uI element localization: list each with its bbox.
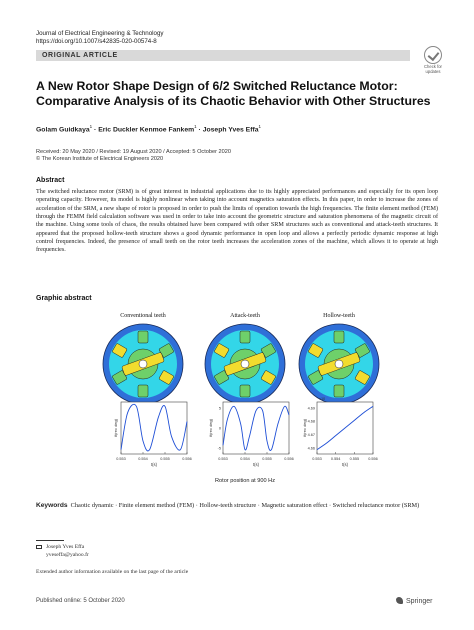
response-plot — [113, 402, 192, 467]
stator-pole — [138, 385, 148, 397]
rotor-shaft — [139, 360, 147, 368]
motor-cross-section — [103, 313, 183, 404]
x-tick-label: 0.553 — [218, 457, 228, 461]
response-plot — [208, 402, 294, 467]
author-affiliation: 1 — [258, 124, 262, 129]
author-affiliation: 1 — [194, 124, 197, 129]
journal-name: Journal of Electrical Engineering & Technology — [36, 30, 164, 37]
figure-caption: Rotor position at 900 Hz — [214, 478, 276, 484]
author-list — [36, 124, 261, 133]
x-tick-label: 0.553 — [116, 457, 126, 461]
copyright-line: © The Korean Institute of Electrical Engineers 2020 — [36, 156, 164, 163]
check-updates-label: Check for updates — [424, 64, 442, 74]
stator-pole — [334, 331, 344, 343]
graphic-abstract-svg — [103, 306, 378, 486]
x-tick-label: 0.555 — [262, 457, 272, 461]
y-axis-label: θ(rec deg) — [113, 418, 118, 438]
x-axis-label: t(s) — [341, 462, 349, 467]
abstract-heading: Abstract — [36, 177, 65, 184]
motor-label: Attack-teeth — [230, 313, 260, 319]
keywords-block — [36, 502, 438, 510]
x-tick-label: 0.554 — [330, 457, 341, 461]
article-type-label: ORIGINAL ARTICLE — [42, 51, 118, 59]
check-for-updates-button[interactable] — [421, 46, 445, 75]
author-name[interactable]: Joseph Yves Effa — [202, 126, 259, 134]
y-tick-label: 4.69 — [307, 406, 315, 411]
corresponding-author: Joseph Yves Effa — [46, 544, 85, 550]
springer-horse-icon — [396, 597, 403, 604]
footnote-rule — [36, 540, 64, 541]
response-plot — [302, 397, 378, 467]
x-tick-label: 0.556 — [368, 457, 378, 461]
history-dates: Received: 20 May 2020 / Revised: 19 August 2020 / Accepted: 5 October 2020 — [36, 149, 231, 155]
graphic-abstract-figure — [103, 306, 378, 486]
publisher-name: Springer — [406, 598, 433, 605]
stator-pole — [240, 385, 250, 397]
motor-label: Hollow-teeth — [323, 313, 355, 319]
y-multiplier: ×10 — [319, 397, 326, 401]
paper-title: A New Rotor Shape Design of 6/2 Switched Reluctance Motor: Comparative Analysis of its Chaotic Behavior with Other Structures — [36, 79, 431, 108]
x-tick-label: 0.556 — [284, 457, 294, 461]
author-name[interactable]: Golam Guidkaya — [36, 126, 90, 134]
abstract-text: The switched reluctance motor (SRM) is of great interest in industrial applications due to its highly appreciated performances and especially for its open loop operating capacity. However, its model is highly nonlinear when taking into account magnetics saturation effects. In this paper, in order to increase the zones of acceleration of the SRM, a new shape of rotor is proposed in order to push the limits of operation towards the high frequencies. The finite element method (FEM) through the FEMM field calculation software was used in order to take into account the geometric structure and saturation phenomena of the magnetic circuit of the machine. Using some tools of chaos, the results obtained have been compared with other SRM structures such as conventional and attack-teeth structures. It appeared that the proposed hollow-teeth structure shows a good dynamic performance in open loop and allows a perfectly periodic dynamic response at high control frequencies. Indeed, the presence of small teeth on the rotor teeth increases the acceleration zones of the machine, which allows it to operate at high frequencies. — [36, 189, 438, 254]
check-updates-icon — [424, 46, 442, 64]
plot-frame — [121, 402, 187, 454]
stator-pole — [334, 385, 344, 397]
graphic-abstract-heading: Graphic abstract — [36, 295, 92, 302]
author-separator: · — [92, 126, 99, 134]
y-tick-label: 0 — [218, 426, 221, 431]
y-tick-label: 4.68 — [307, 419, 315, 424]
x-axis-label: t(s) — [252, 462, 260, 467]
y-tick-label: 4.66 — [307, 446, 315, 451]
y-tick-label: 5 — [218, 406, 221, 411]
journal-header — [36, 30, 164, 46]
rotor-shaft — [241, 360, 249, 368]
x-tick-label: 0.556 — [182, 457, 192, 461]
x-tick-label: 0.555 — [349, 457, 360, 461]
y-axis-label: θ(rec deg) — [302, 418, 307, 438]
x-tick-label: 0.555 — [160, 457, 170, 461]
x-tick-label: 0.554 — [138, 457, 148, 461]
y-axis-label: θ(rec deg) — [208, 418, 213, 438]
extended-author-info: Extended author information available on the last page of the article — [36, 569, 189, 575]
author-name[interactable]: Eric Duckler Kenmoe Fankem — [98, 126, 195, 134]
publication-history — [36, 149, 231, 164]
stator-pole — [138, 331, 148, 343]
correspondence-block — [36, 544, 89, 559]
x-tick-label: 0.554 — [240, 457, 250, 461]
doi-link[interactable]: https://doi.org/10.1007/s42835-020-00574-8 — [36, 38, 157, 45]
author-affiliation: 1 — [89, 124, 93, 129]
y-tick-label: -5 — [217, 446, 221, 451]
keywords-list: Chaotic dynamic · Finite element method (FEM) · Hollow-teeth structure · Magnetic saturation effect · Switched reluctance motor (SRM) — [70, 502, 420, 509]
envelope-icon — [36, 545, 42, 549]
x-tick-label: 0.553 — [312, 457, 322, 461]
article-type-bar — [36, 50, 410, 61]
motor-cross-section — [299, 313, 379, 404]
published-online: Published online: 5 October 2020 — [36, 598, 125, 604]
x-axis-label: t(s) — [150, 462, 158, 467]
rotor-shaft — [335, 360, 343, 368]
motor-cross-section — [205, 313, 285, 404]
motor-label: Conventional teeth — [120, 313, 166, 319]
publisher-logo — [396, 597, 432, 605]
author-separator: · — [196, 126, 203, 134]
keywords-label: Keywords — [36, 502, 68, 509]
y-tick-label: 4.67 — [307, 432, 315, 437]
stator-pole — [240, 331, 250, 343]
corresponding-email[interactable]: yveseffa@yahoo.fr — [46, 551, 89, 558]
